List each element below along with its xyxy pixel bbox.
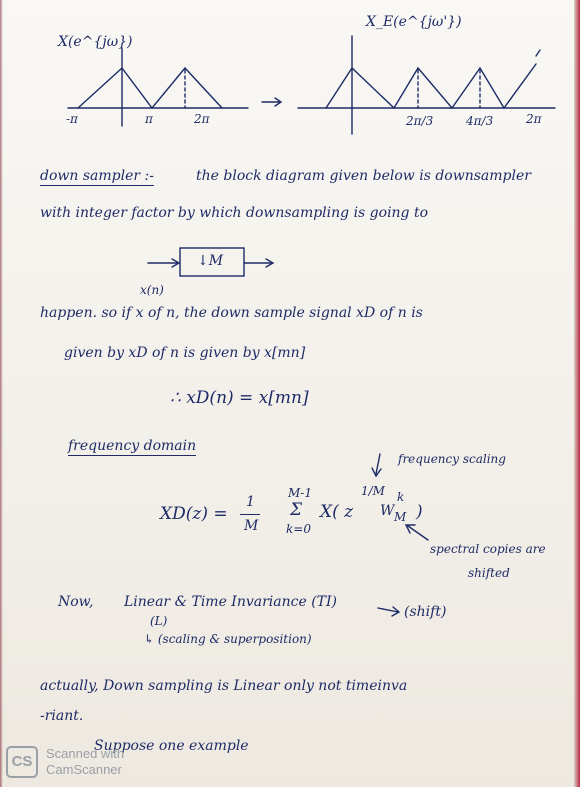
graph2-tick-2pi: 2π [526,112,542,126]
lti-text: Linear & Time Invariance (TI) [124,594,338,610]
graph1-tick-2pi: 2π [194,112,210,126]
line-2-text: with integer factor by which downsampling is going to [40,205,429,221]
formula-sum-symbol: Σ [290,500,303,520]
graph2-ylabel: X_E(e^{jω'}) [366,14,462,30]
scaling-label: ↳ (scaling & superposition) [144,632,312,646]
formula-twiddle-sup: k [397,490,405,504]
block-label: ↓M [197,253,224,269]
line-4-text: given by xD of n is given by x[mn] [64,345,306,361]
frequency-scaling-note: frequency scaling [398,452,506,466]
block-input-label: x(n) [140,283,164,297]
graph1-tick-neg-pi: -π [66,112,78,126]
downsampler-heading: down sampler :- [40,168,154,184]
formula-close: ) [416,502,423,522]
graph1-tick-pi: π [145,112,153,126]
line-3-text: happen. so if x of n, the down sample signal xD of n is [40,305,423,321]
formula-frac-bar [240,514,260,515]
riant-line: -riant. [40,708,84,724]
formula-lhs: XD(z) = [160,504,228,524]
camscanner-logo: CS [6,746,38,778]
spectral-arrowhead [406,525,415,533]
watermark-line-1: Scanned with [46,746,125,761]
camscanner-watermark [6,744,176,784]
graph2-tick-4pi3: 4π/3 [466,114,494,128]
spectral-arrow [408,526,428,540]
suppose-line: Suppose one example [94,738,249,754]
graph1-triangles [78,68,222,108]
formula-sum-bottom: k=0 [286,522,311,536]
line-1-text: the block diagram given below is downsampler [196,168,531,184]
formula-body: X( z [320,502,354,522]
shift-label: (shift) [404,604,447,620]
graph2-triangles [326,64,536,108]
formula-twiddle-sub: M [394,510,407,524]
now-label: Now, [58,594,94,610]
graph2-tick-mark [536,50,540,56]
spectral-note-2: shifted [468,566,510,580]
lti-l-label: (L) [150,614,168,628]
downsample-equation: ∴ xD(n) = x[mn] [170,388,309,408]
formula-exponent: 1/M [361,484,385,498]
formula-sum-top: M-1 [288,486,312,500]
watermark-line-2: CamScanner [46,762,122,777]
actually-line: actually, Down sampling is Linear only not timeinva [40,678,408,694]
formula-frac-den: M [244,518,259,534]
graph1-ylabel: X(e^{jω}) [58,34,133,50]
formula-twiddle: W [380,503,395,519]
graph2-tick-2pi3: 2π/3 [406,114,434,128]
frequency-domain-heading: frequency domain [68,438,197,454]
formula-frac-num: 1 [246,494,255,510]
spectral-note-1: spectral copies are [430,542,546,556]
